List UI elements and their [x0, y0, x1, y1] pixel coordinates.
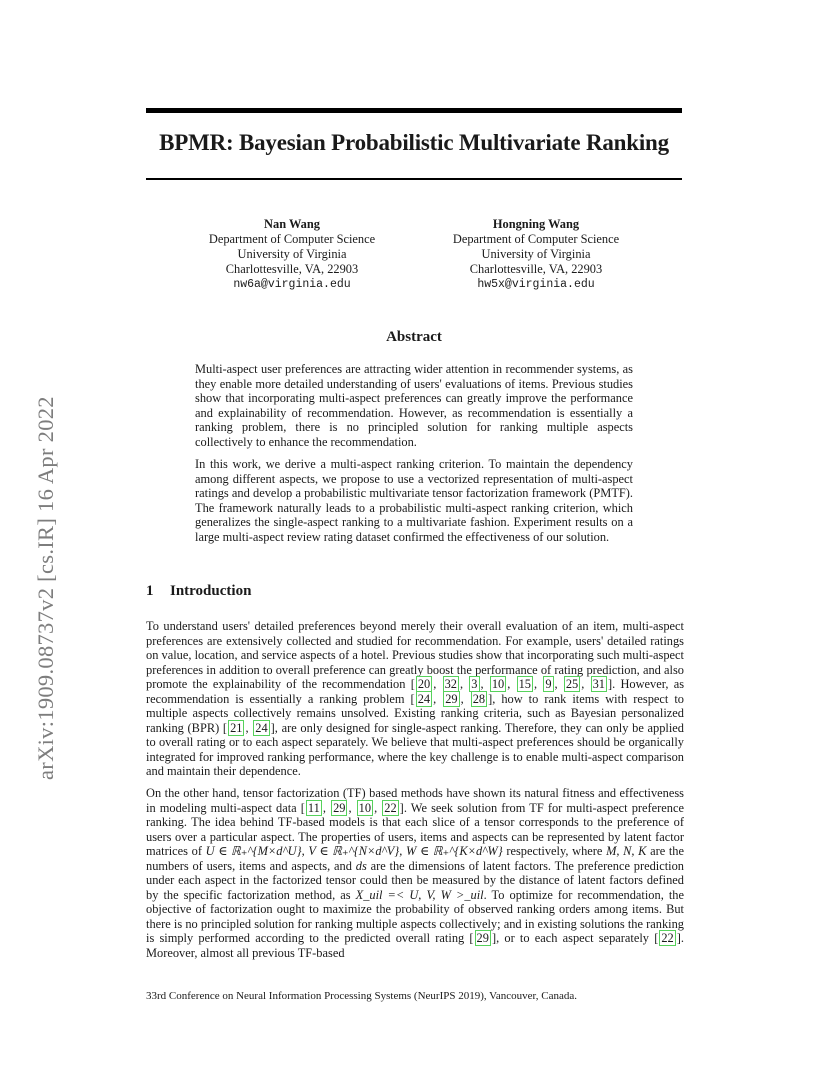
text-run: . We seek solution from TF for multi-aspect preference ranking. The idea behind TF-based models is that each slice of a tensor corresponds to the preference of users over a particular aspect. The properties of users, items and aspects can be represented by latent factor matrices of	[146, 800, 684, 858]
text-run: , are only designed for single-aspect ranking. Therefore, they can only be applied to overall rating or to each aspect separately. We believe that multi-aspect preferences should be organically integrated for improved ranking performance, where the key challenge is to enable multi-aspect comparison and maintain their dependence.	[146, 720, 684, 778]
citation-link[interactable]: 32	[444, 677, 457, 691]
citation-link[interactable]: 25	[565, 677, 579, 691]
citation-link[interactable]: 10	[491, 677, 505, 691]
author-location: Charlottesville, VA, 22903	[225, 262, 359, 276]
text-run: are the numbers of users, items and aspects, and	[146, 844, 684, 873]
abstract-paragraph-2: In this work, we derive a multi-aspect ranking criterion. To maintain the dependency among different aspects, we propose to use a vectorized representation of multi-aspect ratings and develop a probabilistic multivariate tensor factorization framework (PMTF). The framework naturally leads to a probabilistic multi-aspect ranking criterion, which generalizes the single-aspect ranking to a multivariate fashion. Experiment results on a large multi-aspect review rating dataset confirmed the effectiveness of our solution.	[195, 457, 633, 544]
citation-link[interactable]: 29	[333, 800, 346, 815]
math-prediction: X_uil =< U, V, W >_uil	[355, 887, 484, 902]
text-run: respectively, where	[502, 844, 607, 858]
text-run: On the other hand, tensor factorization (TF) based methods have shown its natural fitness and effectiveness in modeling multi-aspect data	[146, 786, 684, 815]
citation-link[interactable]: 21	[230, 720, 243, 735]
math-ds: ds	[355, 858, 367, 873]
arxiv-stamp: arXiv:1909.08737v2 [cs.IR] 16 Apr 2022	[33, 396, 58, 780]
author-name: Nan Wang	[264, 217, 320, 231]
author-university: University of Virginia	[481, 247, 591, 261]
citation-link[interactable]: 9	[545, 677, 552, 691]
section-number: 1	[146, 583, 154, 599]
author-location: Charlottesville, VA, 22903	[469, 262, 603, 276]
title-top-rule	[146, 108, 682, 113]
paper-title: BPMR: Bayesian Probabilistic Multivariate Ranking	[159, 130, 669, 155]
citation-link[interactable]: 29	[445, 691, 458, 706]
citation-group: [ 22 ]	[654, 931, 681, 945]
author-email[interactable]: nw6a@virginia.edu	[233, 278, 351, 291]
text-run: To understand users' detailed preferences beyond merely their overall evaluation of an item, multi-aspect preferences are extensively collected and studied for recommendation. For example, users' detailed ratings on value, location, and service aspects of a hotel. Previous studies show that incorporating such multi-aspect preferences in addition to overall preference can greatly boost the performance of rating prediction, and also promote the explainability of the recommendation	[146, 619, 684, 691]
citation-link[interactable]: 31	[592, 677, 605, 691]
author-email[interactable]: hw5x@virginia.edu	[477, 278, 595, 291]
section-title: Introduction	[170, 583, 252, 599]
citation-link[interactable]: 22	[661, 931, 674, 945]
text-run: . However, as recommendation is essentially a ranking problem	[146, 677, 685, 706]
section-heading-introduction	[146, 583, 251, 600]
conference-footnote: 33rd Conference on Neural Information Processing Systems (NeurIPS 2019), Vancouver, Canada.	[146, 990, 578, 1002]
citation-link[interactable]: 3	[471, 677, 478, 691]
citation-group: [ 11 , 29 , 10 , 22 ]	[300, 800, 404, 815]
citation-link[interactable]: 24	[255, 720, 268, 735]
citation-group: [ 24 , 29 , 28 ]	[410, 691, 493, 706]
author-university: University of Virginia	[237, 247, 347, 261]
intro-paragraph-2	[146, 786, 684, 960]
author-name: Hongning Wang	[492, 217, 580, 231]
author-block-2	[411, 217, 661, 292]
author-block-1	[167, 217, 417, 292]
citation-link[interactable]: 11	[307, 800, 320, 815]
title-bottom-rule	[146, 178, 682, 180]
text-run: , how to rank items with respect to multiple aspects collectively remains unsolved. Existing ranking criteria, such as Bayesian personalized ranking (BPR)	[146, 691, 684, 735]
citation-link[interactable]: 20	[417, 677, 431, 691]
citation-link[interactable]: 10	[358, 800, 372, 815]
text-run: . To optimize for recommendation, the objective of factorization ought to maximize the probability of observed ranking orders among items. But there is no principled solution for ranking multiple aspects collectively; and in existing solutions the ranking is simply performed according to the predicted overall rating	[146, 887, 684, 945]
citation-group: [ 21 , 24 ]	[222, 720, 275, 735]
citation-group: [ 20 , 32 , 3 , 10 , 15 , 9 , 25 , 31 ]	[410, 677, 613, 691]
text-run: are the dimensions of latent factors. The preference prediction under each aspect in the factorized tensor could then be measured by the distance of latent factors defined by the specific factorization method, as	[146, 858, 684, 902]
author-department: Department of Computer Science	[208, 232, 376, 246]
citation-group: [ 29 ]	[469, 931, 497, 945]
math-latent-matrices: U ∈ ℝ₊^{M×d^U}, V ∈ ℝ₊^{N×d^V}, W ∈ ℝ₊^{K×d^W}	[205, 844, 503, 858]
author-department: Department of Computer Science	[452, 232, 620, 246]
abstract-heading: Abstract	[386, 329, 442, 345]
citation-link[interactable]: 28	[472, 691, 486, 706]
math-dimensions: M, N, K	[606, 844, 647, 858]
intro-paragraph-1	[146, 619, 684, 779]
text-run: , or to each aspect separately	[496, 931, 655, 945]
citation-link[interactable]: 15	[518, 677, 531, 691]
abstract-paragraph-1: Multi-aspect user preferences are attracting wider attention in recommender systems, as they enable more detailed understanding of users' evaluations of items. Previous studies show that incorporating multi-aspect preferences can greatly improve the performance and explainability of recommendation. However, as recommendation is essentially a ranking problem, there is no principled solution for ranking multiple aspects collectively to enhance the recommendation.	[195, 362, 633, 449]
citation-link[interactable]: 29	[476, 931, 489, 945]
citation-link[interactable]: 22	[384, 800, 397, 815]
text-run: . Moreover, almost all previous TF-based	[146, 931, 684, 960]
citation-link[interactable]: 24	[417, 691, 431, 706]
